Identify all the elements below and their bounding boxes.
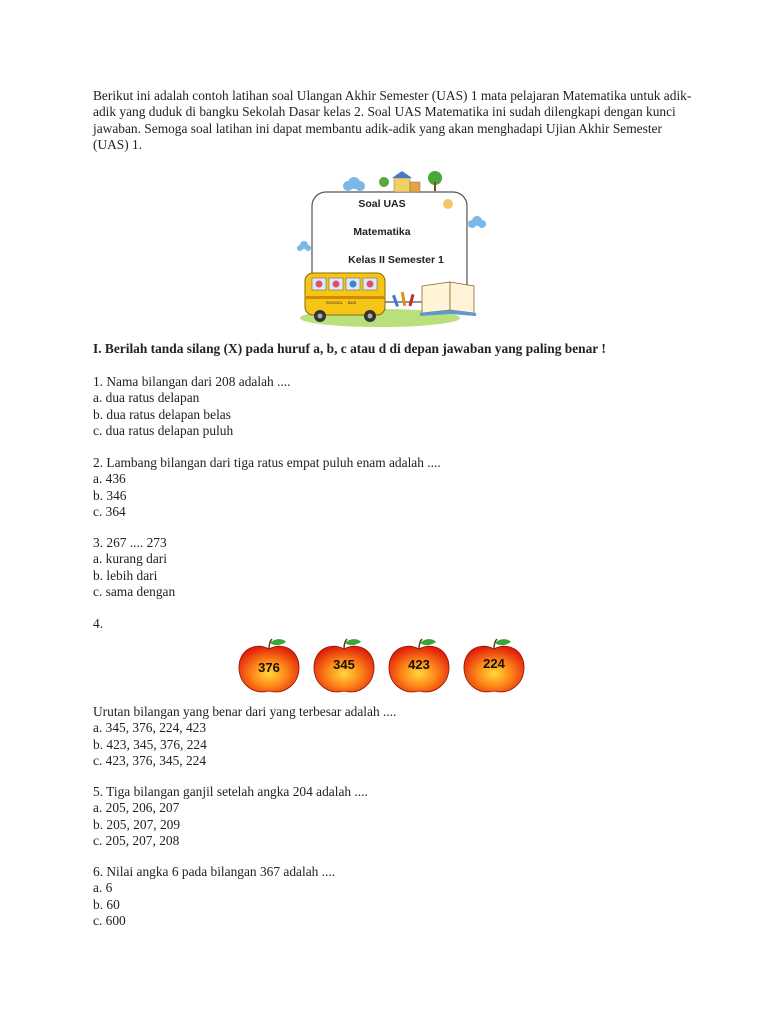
question-6 — [93, 864, 693, 929]
question-3 — [93, 535, 693, 600]
school-bus-icon — [305, 273, 385, 322]
question-text: 3. 267 .... 273 — [93, 535, 167, 550]
question-4 — [93, 704, 693, 769]
question-4-number — [93, 616, 693, 632]
option-a: a. 205, 206, 207 — [93, 800, 180, 816]
cloud-icon — [343, 177, 365, 191]
book-icon — [420, 282, 476, 316]
apple-number: 345 — [333, 657, 355, 672]
apple-number: 423 — [408, 657, 430, 672]
question-text: 6. Nilai angka 6 pada bilangan 367 adalah .... — [93, 864, 336, 879]
cloud-icon — [297, 241, 311, 251]
bus-label-school: SCHOOL — [326, 300, 343, 305]
apple-icon — [464, 639, 524, 692]
option-c: c. 364 — [93, 503, 126, 519]
apples-row — [232, 637, 532, 697]
apple-number: 224 — [483, 656, 505, 671]
question-5 — [93, 784, 693, 849]
option-b: b. 60 — [93, 896, 120, 912]
option-c: c. dua ratus delapan puluh — [93, 422, 234, 438]
cover-title-line3: Kelas II Semester 1 — [348, 254, 444, 266]
option-a: a. dua ratus delapan — [93, 390, 200, 406]
option-b: b. lebih dari — [93, 567, 158, 583]
option-b: b. 205, 207, 209 — [93, 816, 181, 832]
option-c: c. sama dengan — [93, 583, 176, 599]
apple-icon — [239, 639, 299, 692]
bus-label-bus: BUS — [348, 300, 357, 305]
houses-icon — [379, 171, 442, 192]
cover-illustration — [290, 170, 490, 330]
question-number: 4. — [93, 616, 104, 631]
apple-icon — [314, 639, 374, 692]
intro-text: Berikut ini adalah contoh latihan soal Ulangan Akhir Semester (UAS) 1 mata pelajaran Matematika untuk adik-adik yang duduk di bangku Sekolah Dasar kelas 2. Soal UAS Matematika ini sudah dilengkapi dengan kunci jawaban. Semoga soal latihan ini dapat membantu adik-adik yang akan menghadapi Ujian Akhir Semester (UAS) 1. — [93, 88, 692, 152]
question-text: Urutan bilangan yang benar dari yang terbesar adalah .... — [93, 704, 397, 719]
option-b: b. dua ratus delapan belas — [93, 406, 231, 422]
question-2 — [93, 455, 693, 520]
option-a: a. 436 — [93, 471, 126, 487]
sun-icon — [443, 199, 453, 209]
option-b: b. 346 — [93, 487, 127, 503]
option-b: b. 423, 345, 376, 224 — [93, 736, 207, 752]
cover-title-line2: Matematika — [353, 226, 411, 238]
option-c: c. 423, 376, 345, 224 — [93, 752, 207, 768]
option-c: c. 600 — [93, 912, 126, 928]
question-text: 1. Nama bilangan dari 208 adalah .... — [93, 374, 291, 389]
apple-number: 376 — [258, 660, 280, 675]
cover-title-line1: Soal UAS — [358, 198, 406, 210]
intro-paragraph — [93, 88, 693, 153]
option-a: a. 6 — [93, 880, 113, 896]
option-c: c. 205, 207, 208 — [93, 832, 180, 848]
question-1 — [93, 374, 693, 439]
option-a: a. 345, 376, 224, 423 — [93, 720, 207, 736]
apple-icon — [389, 639, 449, 692]
question-text: 2. Lambang bilangan dari tiga ratus empat puluh enam adalah .... — [93, 455, 441, 470]
question-text: 5. Tiga bilangan ganjil setelah angka 204 adalah .... — [93, 784, 368, 799]
cloud-icon — [468, 216, 486, 228]
section-instruction: I. Berilah tanda silang (X) pada huruf a, b, c atau d di depan jawaban yang paling benar ! — [93, 341, 606, 356]
option-a: a. kurang dari — [93, 551, 167, 567]
